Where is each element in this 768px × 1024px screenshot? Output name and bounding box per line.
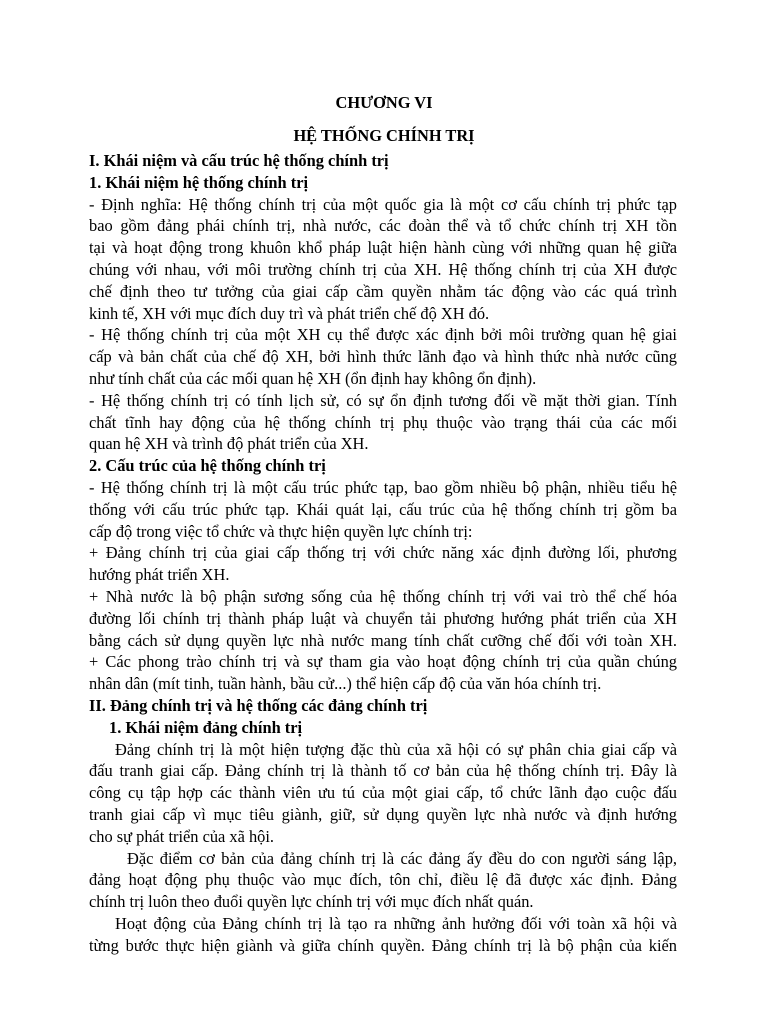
text-line: tranh giai cấp vì mục tiêu giành, giữ, sử dụng quyền lực nhà nước và định hướng — [89, 804, 677, 824]
section-heading: 2. Cấu trúc của hệ thống chính trị — [89, 456, 326, 476]
text-line: đảng hoạt động phụ thuộc vào mục đích, tôn chỉ, điều lệ đã được xác định. Đảng — [89, 870, 677, 890]
text-line: đường lối chính trị thành pháp luật và chuyển tải phương hướng phát triển của XH — [89, 608, 677, 628]
text-line: chất tĩnh hay động của hệ thống chính trị phụ thuộc vào trạng thái của các mối — [89, 412, 677, 432]
text-line: + Đảng chính trị của giai cấp thống trị với chức năng xác định đường lối, phương — [89, 543, 677, 563]
text-line: chế định theo tư tưởng của giai cấp cầm quyền nhằm tác động vào các quá trình — [89, 281, 677, 301]
text-line: tại và hoạt động trong khuôn khổ pháp luật hiện hành cùng với những quan hệ giữa — [89, 238, 677, 258]
text-line: công cụ tập hợp các thành viên ưu tú của một giai cấp, tổ chức lãnh đạo cuộc đấu — [89, 783, 677, 803]
text-line: - Hệ thống chính trị có tính lịch sử, có sự ổn định tương đối về mặt thời gian. Tính — [89, 390, 677, 410]
text-line: quan hệ XH và trình độ phát triển của XH. — [89, 434, 369, 454]
document-body — [89, 150, 677, 956]
text-line: bao gồm đảng phái chính trị, nhà nước, các đoàn thể và tổ chức chính trị XH tồn — [89, 216, 677, 236]
text-line: - Hệ thống chính trị là một cấu trúc phức tạp, bao gồm nhiều bộ phận, nhiều tiểu hệ — [89, 477, 677, 497]
text-line: cấp và bản chất của chế độ XH, bởi hình thức lãnh đạo và hình thức nhà nước cũng — [89, 347, 677, 367]
text-line: cấp độ trong việc tổ chức và thực hiện quyền lực chính trị: — [89, 521, 473, 541]
text-line: Hoạt động của Đảng chính trị là tạo ra những ảnh hưởng đối với toàn xã hội và — [115, 913, 677, 933]
text-line: nhân dân (mít tinh, tuần hành, bầu cử...) thể hiện cấp độ của văn hóa chính trị. — [89, 674, 602, 694]
text-line: Đảng chính trị là một hiện tượng đặc thù của xã hội có sự phân chia giai cấp và — [115, 739, 677, 759]
text-line: chính trị luôn theo đuổi quyền lực chính trị với mục đích nhất quán. — [89, 892, 534, 912]
section-heading: 1. Khái niệm đảng chính trị — [109, 717, 303, 737]
text-line: bằng cách sử dụng quyền lực nhà nước mang tính chất cưỡng chế đối với toàn XH. — [89, 630, 677, 650]
chapter-title: HỆ THỐNG CHÍNH TRỊ — [293, 126, 475, 145]
text-line: - Hệ thống chính trị của một XH cụ thể được xác định bởi môi trường quan hệ giai — [89, 325, 677, 345]
text-line: kinh tế, XH với mục đích duy trì và phát triển chế độ XH đó. — [89, 303, 490, 323]
section-heading: I. Khái niệm và cấu trúc hệ thống chính trị — [89, 151, 389, 170]
section-heading: II. Đảng chính trị và hệ thống các đảng chính trị — [89, 695, 428, 715]
text-line: từng bước thực hiện giành và giữa chính quyền. Đảng chính trị là bộ phận của kiến — [89, 935, 677, 955]
text-line: + Nhà nước là bộ phận sương sống của hệ thống chính trị với vai trò thể chế hóa — [89, 586, 677, 606]
text-line: cho sự phát triển của xã hội. — [89, 826, 275, 846]
text-line: Đặc điểm cơ bản của đảng chính trị là các đảng ấy đều do con người sáng lập, — [127, 848, 677, 868]
text-line: thống với cấu trúc phức tạp. Khái quát lại, cấu trúc của hệ thống chính trị gồm ba — [89, 499, 677, 519]
section-heading: 1. Khái niệm hệ thống chính trị — [89, 172, 309, 192]
text-line: - Định nghĩa: Hệ thống chính trị của một quốc gia là một cơ cấu chính trị phức tạp — [89, 194, 677, 214]
text-line: + Các phong trào chính trị và sự tham gia vào hoạt động chính trị của quần chúng — [89, 652, 677, 672]
text-line: như tính chất của các mối quan hệ XH (ổn định hay không ổn định). — [89, 368, 537, 388]
chapter-number: CHƯƠNG VI — [335, 93, 433, 112]
text-line: đấu tranh giai cấp. Đảng chính trị là thành tố cơ bản của hệ thống chính trị. Đây là — [89, 761, 677, 781]
text-line: hướng phát triển XH. — [89, 565, 230, 585]
text-line: chúng với nhau, với môi trường chính trị của XH. Hệ thống chính trị của XH được — [89, 259, 677, 279]
